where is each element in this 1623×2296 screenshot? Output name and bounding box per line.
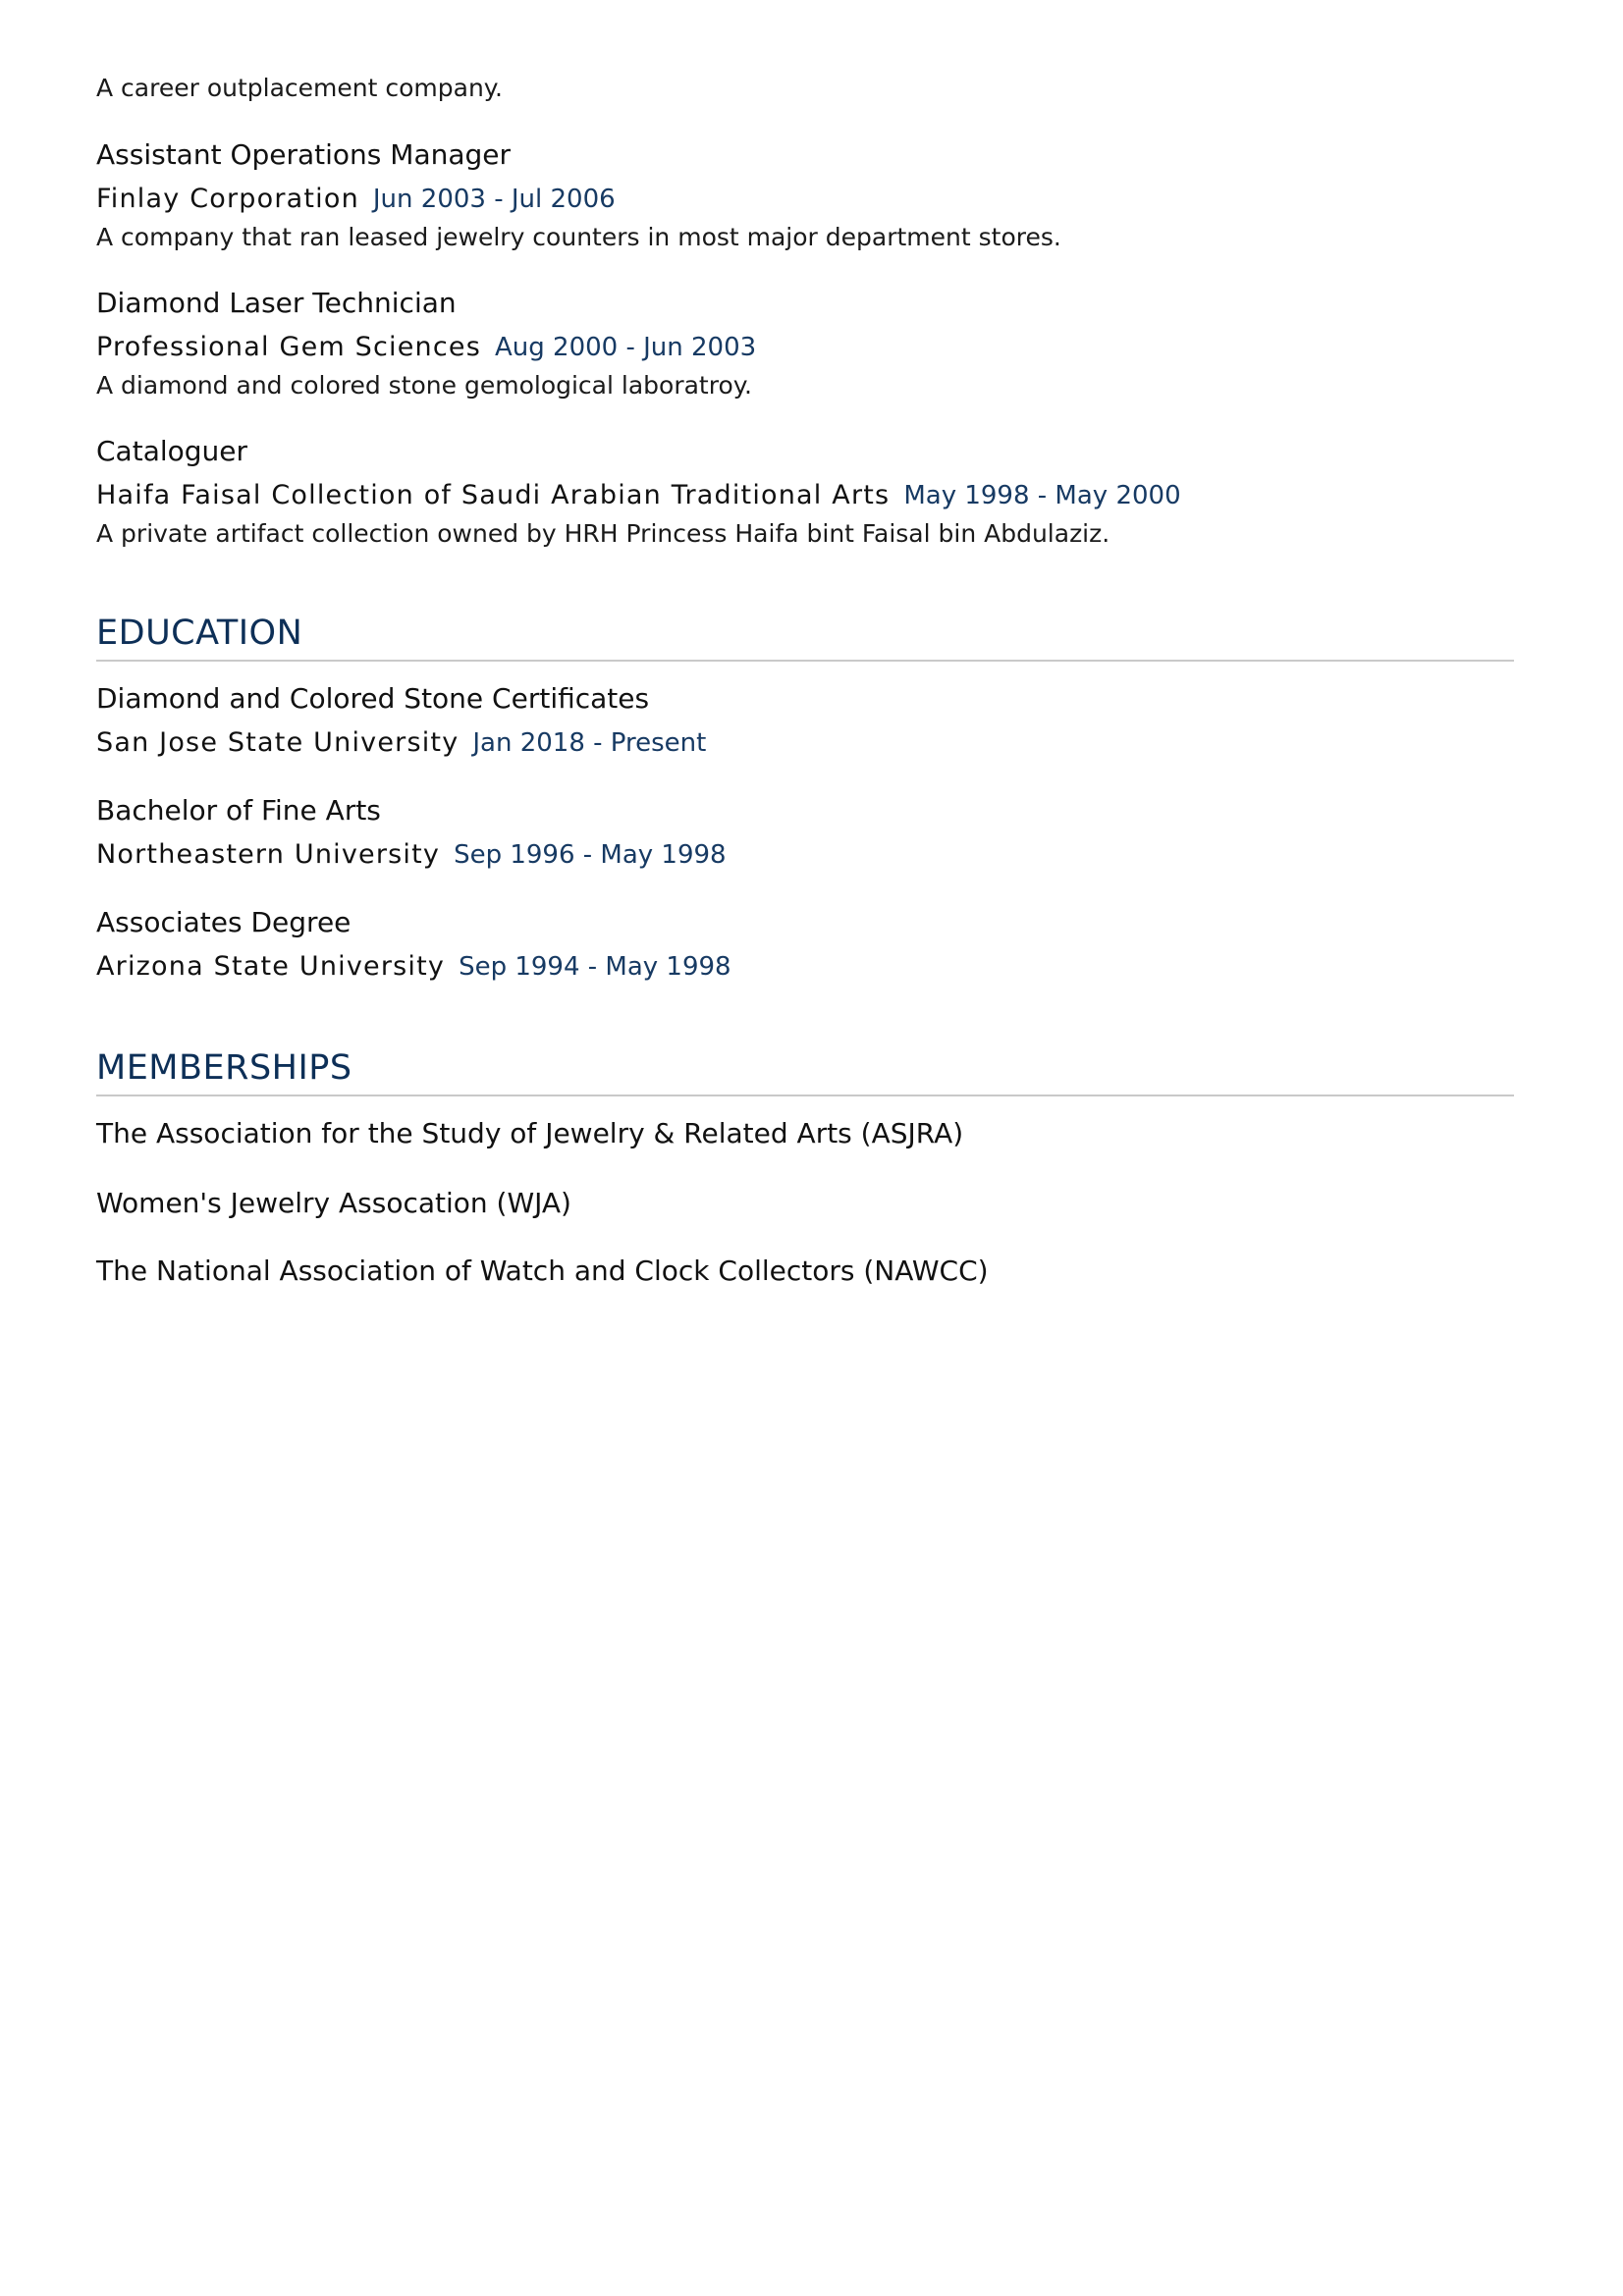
job-description: A private artifact collection owned by HRH Princess Haifa bint Faisal bin Abdulaziz. — [96, 519, 1110, 548]
education-degree: Diamond and Colored Stone Certificates — [96, 682, 650, 715]
education-school-line — [96, 947, 731, 987]
job-description: A diamond and colored stone gemological laboratroy. — [96, 371, 752, 400]
section-divider — [96, 660, 1514, 662]
job-company-line — [96, 180, 616, 219]
job-company: Finlay Corporation — [96, 184, 359, 214]
job-title: Cataloguer — [96, 435, 248, 467]
education-school: Arizona State University — [96, 951, 446, 982]
education-dates: Jan 2018 - Present — [472, 728, 707, 758]
job-description: A career outplacement company. — [96, 74, 503, 102]
job-company: Haifa Faisal Collection of Saudi Arabian Traditional Arts — [96, 480, 891, 510]
job-company: Professional Gem Sciences — [96, 332, 481, 362]
education-school: San Jose State University — [96, 727, 460, 758]
membership-item: The National Association of Watch and Clock Collectors (NAWCC) — [96, 1255, 989, 1287]
education-school: Northeastern University — [96, 839, 441, 870]
education-degree: Associates Degree — [96, 906, 352, 938]
job-title: Assistant Operations Manager — [96, 138, 512, 171]
job-description: A company that ran leased jewelry counters in most major department stores. — [96, 223, 1061, 251]
education-school-line — [96, 723, 706, 763]
membership-item: The Association for the Study of Jewelry & Related Arts (ASJRA) — [96, 1117, 964, 1149]
job-company-line — [96, 476, 1181, 515]
section-heading-education: EDUCATION — [96, 614, 303, 653]
job-dates: Aug 2000 - Jun 2003 — [495, 333, 757, 362]
education-school-line — [96, 835, 727, 875]
education-degree: Bachelor of Fine Arts — [96, 794, 381, 827]
membership-item: Women's Jewelry Assocation (WJA) — [96, 1187, 571, 1219]
job-company-line — [96, 328, 756, 367]
job-dates: Jun 2003 - Jul 2006 — [372, 185, 616, 214]
section-heading-memberships: MEMBERSHIPS — [96, 1048, 352, 1088]
job-dates: May 1998 - May 2000 — [903, 481, 1181, 510]
job-title: Diamond Laser Technician — [96, 287, 457, 319]
education-dates: Sep 1994 - May 1998 — [459, 952, 731, 982]
education-dates: Sep 1996 - May 1998 — [454, 840, 727, 870]
section-divider — [96, 1095, 1514, 1096]
